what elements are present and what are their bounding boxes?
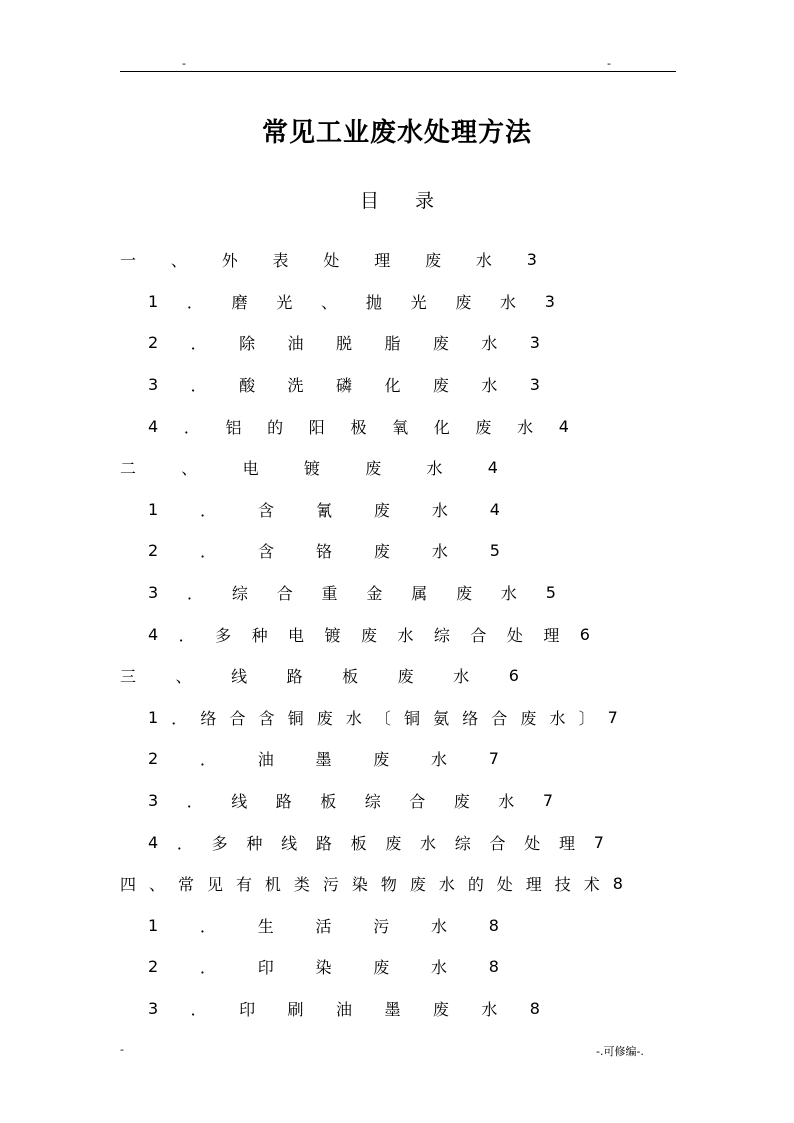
toc-entry-char: 4	[148, 416, 159, 436]
toc-entry-char: 理	[525, 874, 542, 894]
toc-entry-char: 2	[148, 540, 159, 560]
toc-page-number: 5	[489, 540, 500, 560]
toc-entry[interactable]	[148, 415, 569, 437]
toc-entry-char: 废	[456, 583, 473, 603]
toc-entry-char: 脱	[335, 333, 352, 353]
toc-page-number: 7	[607, 707, 618, 727]
toc-entry-char: 水	[498, 791, 515, 811]
toc-entry-char: ．	[171, 708, 188, 728]
toc-entry-char: 合	[276, 583, 293, 603]
toc-entry-char: 废	[397, 666, 414, 686]
toc-entry-char: 4	[148, 832, 159, 852]
toc-page-number: 8	[529, 998, 540, 1018]
toc-entry-char: ．	[183, 417, 200, 437]
toc-entry-char: 废	[453, 791, 470, 811]
toc-entry-char: 磷	[335, 375, 352, 395]
toc-entry-char: 光	[410, 292, 427, 312]
toc-entry-char: 废	[373, 957, 390, 977]
toc-entry-char: 板	[342, 666, 359, 686]
toc-page-number: 4	[558, 416, 569, 436]
toc-entry-char: 物	[380, 874, 397, 894]
toc-entry-char: 氧	[392, 417, 409, 437]
toc-entry-char: ．	[186, 791, 203, 811]
toc-entry-char: 二	[120, 458, 137, 478]
toc-entry-char: 电	[288, 625, 305, 645]
toc-entry[interactable]	[148, 539, 500, 561]
toc-entry-char: 铝	[225, 417, 242, 437]
toc-entry-char: 抛	[365, 292, 382, 312]
toc-entry-char: 刷	[287, 999, 304, 1019]
toc-entry[interactable]	[148, 831, 604, 853]
toc-entry-char: 氨	[433, 708, 450, 728]
toc-page-number: 3	[544, 291, 555, 311]
toc-entry-char: ．	[199, 749, 216, 769]
toc-entry-char: 水	[420, 833, 437, 853]
toc-entry-char: 、	[148, 874, 165, 894]
toc-entry[interactable]	[120, 248, 537, 270]
toc-entry-char: 含	[258, 541, 275, 561]
toc-entry-char: 水	[397, 625, 414, 645]
toc-entry-char: ．	[190, 999, 207, 1019]
toc-entry-char: 、	[170, 250, 187, 270]
toc-entry-char: 的	[467, 874, 484, 894]
toc-entry-char: ．	[187, 583, 204, 603]
toc-entry-char: 板	[320, 791, 337, 811]
toc-entry-char: ．	[190, 375, 207, 395]
toc-page-number: 3	[529, 374, 540, 394]
toc-entry-char: 板	[350, 833, 367, 853]
toc-entry-char: 废	[432, 999, 449, 1019]
toc-entry[interactable]	[120, 664, 519, 686]
toc-entry-char: 废	[455, 292, 472, 312]
toc-entry-char: ．	[190, 333, 207, 353]
toc-entry-char: 废	[365, 458, 382, 478]
toc-entry-char: 镀	[303, 458, 320, 478]
toc-entry-char: 2	[148, 956, 159, 976]
toc-entry-char: 镀	[324, 625, 341, 645]
toc-entry-char: 常	[177, 874, 194, 894]
toc-entry-char: 重	[321, 583, 338, 603]
toc-entry-char: 〔	[374, 708, 391, 728]
toc-entry-char: 路	[286, 666, 303, 686]
toc-entry-char: 1	[148, 499, 159, 519]
toc-entry-char: 化	[384, 375, 401, 395]
toc-entry[interactable]	[148, 623, 590, 645]
toc-entry[interactable]	[148, 955, 499, 977]
toc-entry-char: 1	[148, 291, 159, 311]
toc-page-number: 8	[488, 956, 499, 976]
toc-entry-char: 理	[558, 833, 575, 853]
toc-entry-char: 水	[431, 916, 448, 936]
toc-entry-char: 〕	[578, 708, 595, 728]
toc-entry[interactable]	[120, 872, 623, 894]
toc-entry-char: 化	[433, 417, 450, 437]
toc-entry-char: 水	[345, 708, 362, 728]
toc-page-number: 6	[508, 665, 519, 685]
toc-entry-char: 线	[231, 791, 248, 811]
toc-entry-char: 废	[360, 625, 377, 645]
toc-entry-char: 染	[315, 957, 332, 977]
toc-entry-char: 染	[351, 874, 368, 894]
toc-entry-char: 处	[496, 874, 513, 894]
toc-entry-char: 综	[364, 791, 381, 811]
toc-entry-char: 活	[315, 916, 332, 936]
toc-entry-char: 多	[211, 833, 228, 853]
toc-entry-char: 合	[491, 708, 508, 728]
header-right-mark: -	[607, 57, 611, 70]
toc-entry-char: 极	[350, 417, 367, 437]
toc-entry-char: 2	[148, 332, 159, 352]
toc-entry-char: 3	[148, 998, 159, 1018]
toc-entry-char: 合	[489, 833, 506, 853]
toc-entry[interactable]	[148, 789, 553, 811]
toc-entry-char: 处	[524, 833, 541, 853]
toc-entry-char: ．	[186, 292, 203, 312]
toc-entry-char: 多	[215, 625, 232, 645]
toc-entry-char: 印	[257, 957, 274, 977]
toc-entry-char: 处	[323, 250, 340, 270]
toc-entry-char: 除	[239, 333, 256, 353]
toc-entry-char: 油	[335, 999, 352, 1019]
toc-entry-char: 含	[258, 500, 275, 520]
toc-page-number: 3	[529, 332, 540, 352]
toc-entry-char: 水	[431, 749, 448, 769]
toc-entry-char: 、	[181, 458, 198, 478]
toc-entry[interactable]	[148, 498, 500, 520]
toc-entry-char: 废	[475, 417, 492, 437]
document-title: 常见工业废水处理方法	[261, 118, 532, 148]
toc-entry-char: 废	[409, 874, 426, 894]
toc-entry-char: 磨	[231, 292, 248, 312]
toc-entry-char: 3	[148, 790, 159, 810]
toc-entry-char: 印	[239, 999, 256, 1019]
header-left-mark: -	[182, 57, 186, 70]
toc-page-number: 7	[542, 790, 553, 810]
toc-entry-char: 、	[175, 666, 192, 686]
toc-page-number: 8	[612, 873, 623, 893]
toc-entry-char: 属	[411, 583, 428, 603]
toc-entry[interactable]	[148, 997, 540, 1019]
toc-entry-char: 水	[549, 708, 566, 728]
toc-entry-char: 合	[470, 625, 487, 645]
toc-entry-char: 理	[374, 250, 391, 270]
toc-entry[interactable]	[148, 373, 540, 395]
toc-entry-char: 水	[475, 250, 492, 270]
toc-entry-char: ．	[200, 541, 217, 561]
toc-entry-char: 1	[148, 915, 159, 935]
toc-page-number: 6	[579, 624, 590, 644]
toc-entry-char: 种	[251, 625, 268, 645]
toc-entry-char: 合	[409, 791, 426, 811]
toc-entry-char: 技	[554, 874, 571, 894]
toc-entry-char: 、	[321, 292, 338, 312]
toc-entry-char: 水	[481, 999, 498, 1019]
toc-entry-char: 墨	[315, 749, 332, 769]
toc-entry-char: 水	[431, 957, 448, 977]
toc-entry-char: 外	[221, 250, 238, 270]
toc-entry-char: 有	[235, 874, 252, 894]
toc-entry-char: 废	[520, 708, 537, 728]
toc-entry-char: 金	[366, 583, 383, 603]
toc-entry-char: 脂	[384, 333, 401, 353]
toc-entry-char: 废	[373, 541, 390, 561]
toc-entry-char: 酸	[239, 375, 256, 395]
toc-entry-char: 络	[462, 708, 479, 728]
toc-entry[interactable]	[148, 914, 499, 936]
toc-entry-char: 废	[316, 708, 333, 728]
toc-page-number: 5	[545, 582, 556, 602]
toc-entry-char: 铬	[315, 541, 332, 561]
footer-left-mark: -	[120, 1043, 124, 1056]
toc-entry-char: 油	[287, 333, 304, 353]
toc-entry-char: 水	[426, 458, 443, 478]
toc-entry[interactable]	[148, 747, 499, 769]
toc-entry-char: 2	[148, 748, 159, 768]
toc-entry-char: 洗	[287, 375, 304, 395]
toc-page-number: 3	[526, 249, 537, 269]
toc-entry-char: 四	[120, 874, 137, 894]
toc-entry-char: 废	[373, 749, 390, 769]
toc-heading-char: 录	[415, 190, 435, 212]
toc-entry-char: 水	[431, 541, 448, 561]
toc-entry-char: 含	[258, 708, 275, 728]
toc-entry-char: 光	[276, 292, 293, 312]
toc-entry-char: 水	[481, 375, 498, 395]
toc-entry-char: 生	[257, 916, 274, 936]
toc-entry-char: 路	[315, 833, 332, 853]
toc-entry-char: 废	[432, 375, 449, 395]
toc-entry-char: 见	[206, 874, 223, 894]
toc-entry-char: 线	[231, 666, 248, 686]
toc-entry[interactable]	[148, 706, 618, 728]
toc-entry-char: 理	[543, 625, 560, 645]
toc-entry-char: 综	[433, 625, 450, 645]
toc-entry-char: 废	[373, 500, 390, 520]
toc-entry-char: 机	[264, 874, 281, 894]
toc-entry-char: ．	[200, 500, 217, 520]
toc-entry-char: 废	[432, 333, 449, 353]
toc-entry-char: ．	[178, 625, 195, 645]
toc-entry-char: 一	[120, 250, 137, 270]
toc-entry-char: 线	[281, 833, 298, 853]
toc-entry-char: 类	[293, 874, 310, 894]
toc-entry[interactable]	[120, 456, 498, 478]
toc-entry-char: 铜	[404, 708, 421, 728]
toc-entry-char: 1	[148, 707, 159, 727]
toc-page-number: 4	[489, 499, 500, 519]
toc-entry-char: 合	[229, 708, 246, 728]
toc-entry-char: 综	[454, 833, 471, 853]
toc-entry-char: 络	[200, 708, 217, 728]
toc-entry-char: 水	[438, 874, 455, 894]
toc-entry-char: 处	[506, 625, 523, 645]
toc-entry-char: 3	[148, 374, 159, 394]
toc-entry-char: 水	[481, 333, 498, 353]
toc-entry-char: 铜	[287, 708, 304, 728]
toc-entry-char: 废	[385, 833, 402, 853]
toc-entry-char: 路	[275, 791, 292, 811]
toc-entry[interactable]	[148, 290, 555, 312]
toc-page-number: 8	[488, 915, 499, 935]
toc-entry-char: 油	[257, 749, 274, 769]
toc-entry-char: 3	[148, 582, 159, 602]
toc-entry-char: ．	[176, 833, 193, 853]
toc-entry-char: 术	[583, 874, 600, 894]
toc-entry-char: 水	[500, 583, 517, 603]
toc-entry-char: 表	[272, 250, 289, 270]
toc-entry-char: 综	[231, 583, 248, 603]
toc-entry-char: 污	[322, 874, 339, 894]
toc-entry-char: 电	[242, 458, 259, 478]
toc-entry-char: 水	[453, 666, 470, 686]
toc-entry-char: 的	[267, 417, 284, 437]
toc-entry-char: 水	[517, 417, 534, 437]
toc-entry-char: ．	[199, 916, 216, 936]
toc-entry-char: ．	[199, 957, 216, 977]
toc-entry-char: 阳	[308, 417, 325, 437]
toc-entry-char: 三	[120, 666, 137, 686]
toc-entry-char: 墨	[384, 999, 401, 1019]
toc-entry-char: 水	[431, 500, 448, 520]
toc-page-number: 7	[488, 748, 499, 768]
toc-entry-char: 废	[425, 250, 442, 270]
toc-entry-char: 污	[373, 916, 390, 936]
toc-entry-char: 4	[148, 624, 159, 644]
toc-page-number: 4	[487, 457, 498, 477]
footer-right-text: -.可修编-.	[596, 1045, 644, 1058]
toc-entry-char: 水	[500, 292, 517, 312]
toc-entry-char: 氰	[315, 500, 332, 520]
toc-page-number: 7	[593, 832, 604, 852]
toc-heading-char: 目	[359, 190, 379, 212]
toc-entry[interactable]	[148, 331, 540, 353]
toc-entry-char: 种	[246, 833, 263, 853]
toc-entry[interactable]	[148, 581, 556, 603]
